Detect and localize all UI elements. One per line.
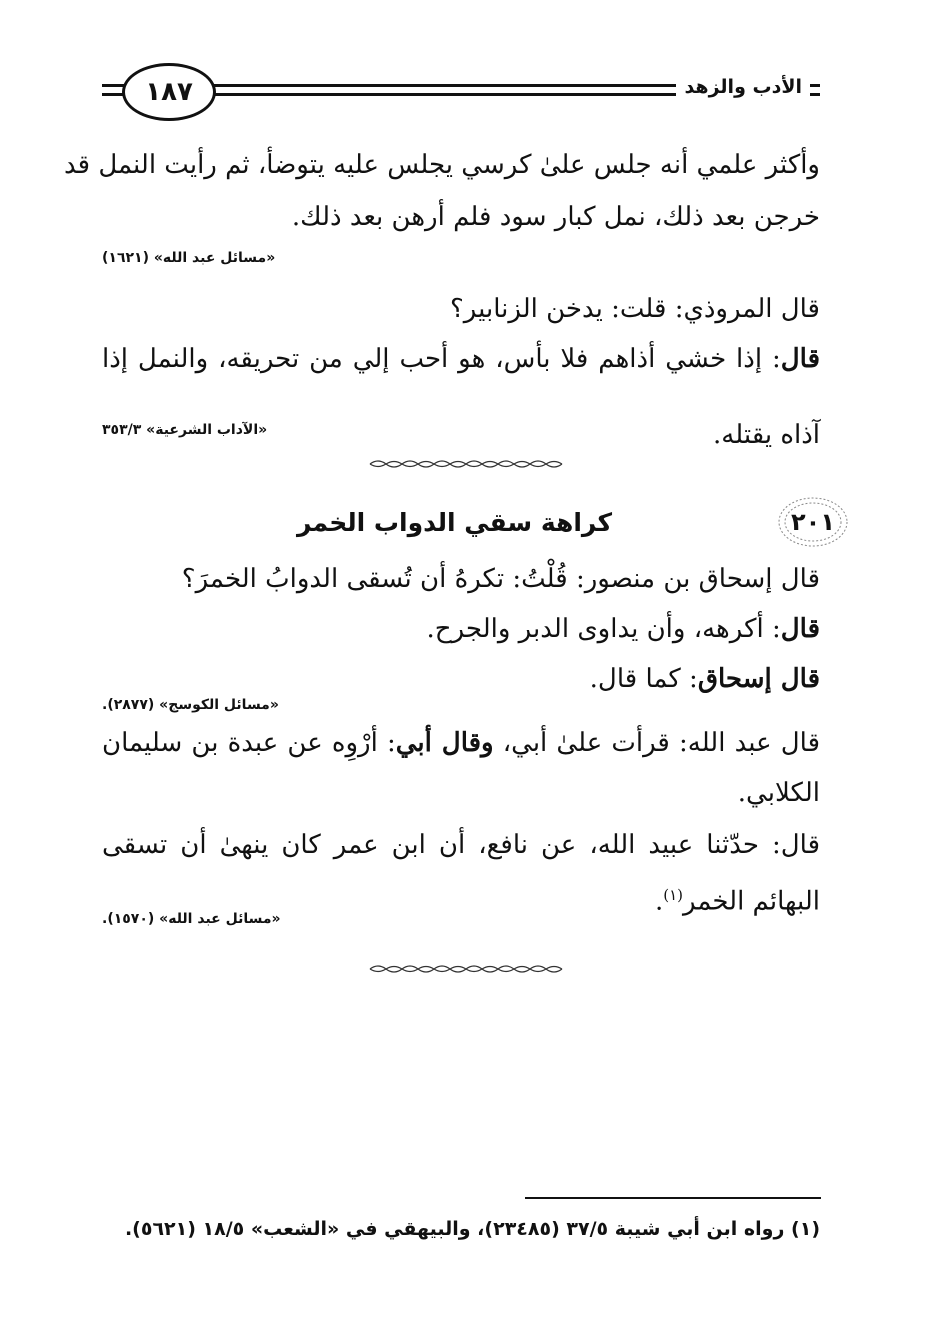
paragraph-line: الكلابي. <box>737 778 820 808</box>
answer-text: : إذا خشي أذاهم فلا بأس، هو أحب إلي من تحريقه، والنمل إذا <box>102 344 781 374</box>
paragraph-line: قال: حدّثنا عبيد الله، عن نافع، أن ابن عمر كان ينهىٰ أن تسقى <box>102 830 820 860</box>
running-title: الأدب والزهد <box>676 76 810 98</box>
paragraph-line <box>102 342 820 376</box>
paragraph-line <box>655 878 820 919</box>
page-number <box>122 63 216 121</box>
footnote-marker: (١) <box>663 886 683 904</box>
paragraph-line <box>427 612 820 646</box>
speaker-label: قال إسحاق <box>697 664 820 694</box>
speaker-label: وقال أبي <box>395 728 494 758</box>
paragraph-line: آذاه يقتله. <box>713 420 820 450</box>
speaker-label: قال <box>780 614 820 644</box>
hadith-text-end: . <box>654 886 664 917</box>
speaker-label: قال <box>780 344 820 374</box>
narration-text: قال عبد الله: قرأت علىٰ أبي، <box>493 728 821 758</box>
source-reference: «مسائل الكوسج» (٢٨٧٧). <box>102 697 279 713</box>
ornament-divider <box>365 962 565 976</box>
paragraph-line: وأكثر علمي أنه جلس علىٰ كرسي يجلس عليه يتوضأ، ثم رأيت النمل قد <box>63 150 820 180</box>
hadith-text: البهائم الخمر <box>682 886 820 917</box>
narration-text: : أرْوِه عن عبدة بن سليمان <box>102 728 396 758</box>
paragraph-line <box>590 662 820 696</box>
section-number-text: ٢٠١ <box>791 508 835 536</box>
answer-text: : أكرهه، وأن يداوى الدبر والجرح. <box>426 614 781 644</box>
paragraph-line: خرجن بعد ذلك، نمل كبار سود فلم أرهن بعد ذلك. <box>291 202 820 232</box>
source-reference: «الآداب الشرعية» ٣٥٣/٣ <box>102 422 268 438</box>
paragraph-line: قال إسحاق بن منصور: قُلْتُ: تكرهُ أن تُسقى الدوابُ الخمرَ؟ <box>181 564 820 594</box>
section-title: كراهة سقي الدواب الخمر <box>296 508 612 537</box>
section-number <box>776 495 850 549</box>
paragraph-line <box>102 726 820 760</box>
ornament-divider <box>365 457 565 471</box>
source-reference: «مسائل عبد الله» (١٥٧٠). <box>102 911 281 927</box>
answer-text: : كما قال. <box>589 664 698 694</box>
paragraph-line: قال المروذي: قلت: يدخن الزنابير؟ <box>449 294 820 324</box>
footnote: (١) رواه ابن أبي شيبة ٣٧/٥ (٢٣٤٨٥)، والبيهقي في «الشعب» ١٨/٥ (٥٦٢١). <box>124 1218 820 1240</box>
source-reference: «مسائل عبد الله» (١٦٢١) <box>102 250 276 266</box>
footnote-rule <box>525 1197 821 1199</box>
page-number-text: ١٨٧ <box>145 77 193 107</box>
